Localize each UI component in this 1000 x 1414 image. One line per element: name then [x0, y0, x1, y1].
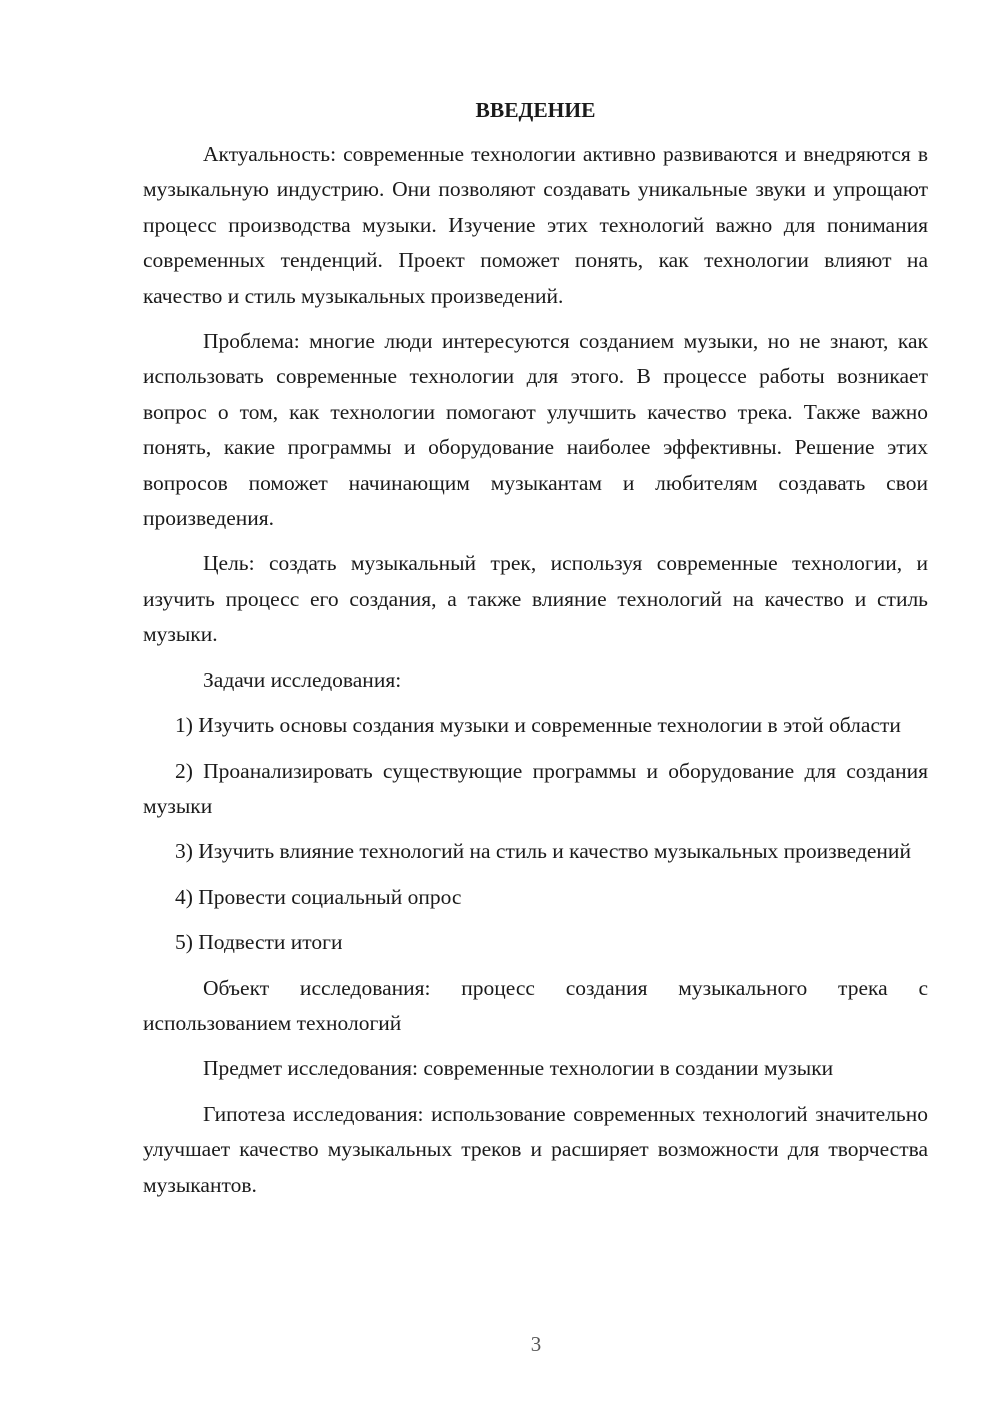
- relevance-paragraph: Актуальность: современные технологии активно развиваются и внедряются в музыкальную индустрию. Они позволяют создавать уникальные звуки и упрощают процесс производства музыки. Изучение этих технологий важно для понимания современных тенденций. Проект поможет понять, как технологии влияют на качество и стиль музыкальных произведений.: [143, 142, 928, 308]
- goal-paragraph: Цель: создать музыкальный трек, используя современные технологии, и изучить процесс его создания, а также влияние технологий на качество и стиль музыки.: [143, 551, 928, 647]
- task-item: 4) Провести социальный опрос: [175, 884, 462, 909]
- page-number: 3: [530, 1332, 542, 1356]
- problem-paragraph: Проблема: многие люди интересуются созданием музыки, но не знают, как использовать современные технологии для этого. В процессе работы возникает вопрос о том, как технологии помогают улучшить качество трека. Также важно понять, какие программы и оборудование наиболее эффективны. Решение этих вопросов поможет начинающим музыкантам и любителям создавать свои произведения.: [143, 329, 928, 531]
- research-object-paragraph: Объект исследования: процесс создания музыкального трека с использованием технологий: [143, 975, 928, 1035]
- hypothesis-paragraph: Гипотеза исследования: использование современных технологий значительно улучшает качество музыкальных треков и расширяет возможности для творчества музыкантов.: [143, 1101, 928, 1197]
- task-item: 3) Изучить влияние технологий на стиль и качество музыкальных произведений: [175, 839, 911, 864]
- task-item: 2) Проанализировать существующие программы и оборудование для создания музыки: [143, 758, 928, 818]
- task-item: 5) Подвести итоги: [175, 930, 343, 955]
- task-item: 1) Изучить основы создания музыки и современные технологии в этой области: [175, 713, 901, 738]
- section-heading: ВВЕДЕНИЕ: [475, 98, 596, 122]
- tasks-heading: Задачи исследования:: [203, 667, 402, 692]
- research-subject-paragraph: Предмет исследования: современные технологии в создании музыки: [203, 1056, 834, 1081]
- page-content: [143, 95, 928, 1213]
